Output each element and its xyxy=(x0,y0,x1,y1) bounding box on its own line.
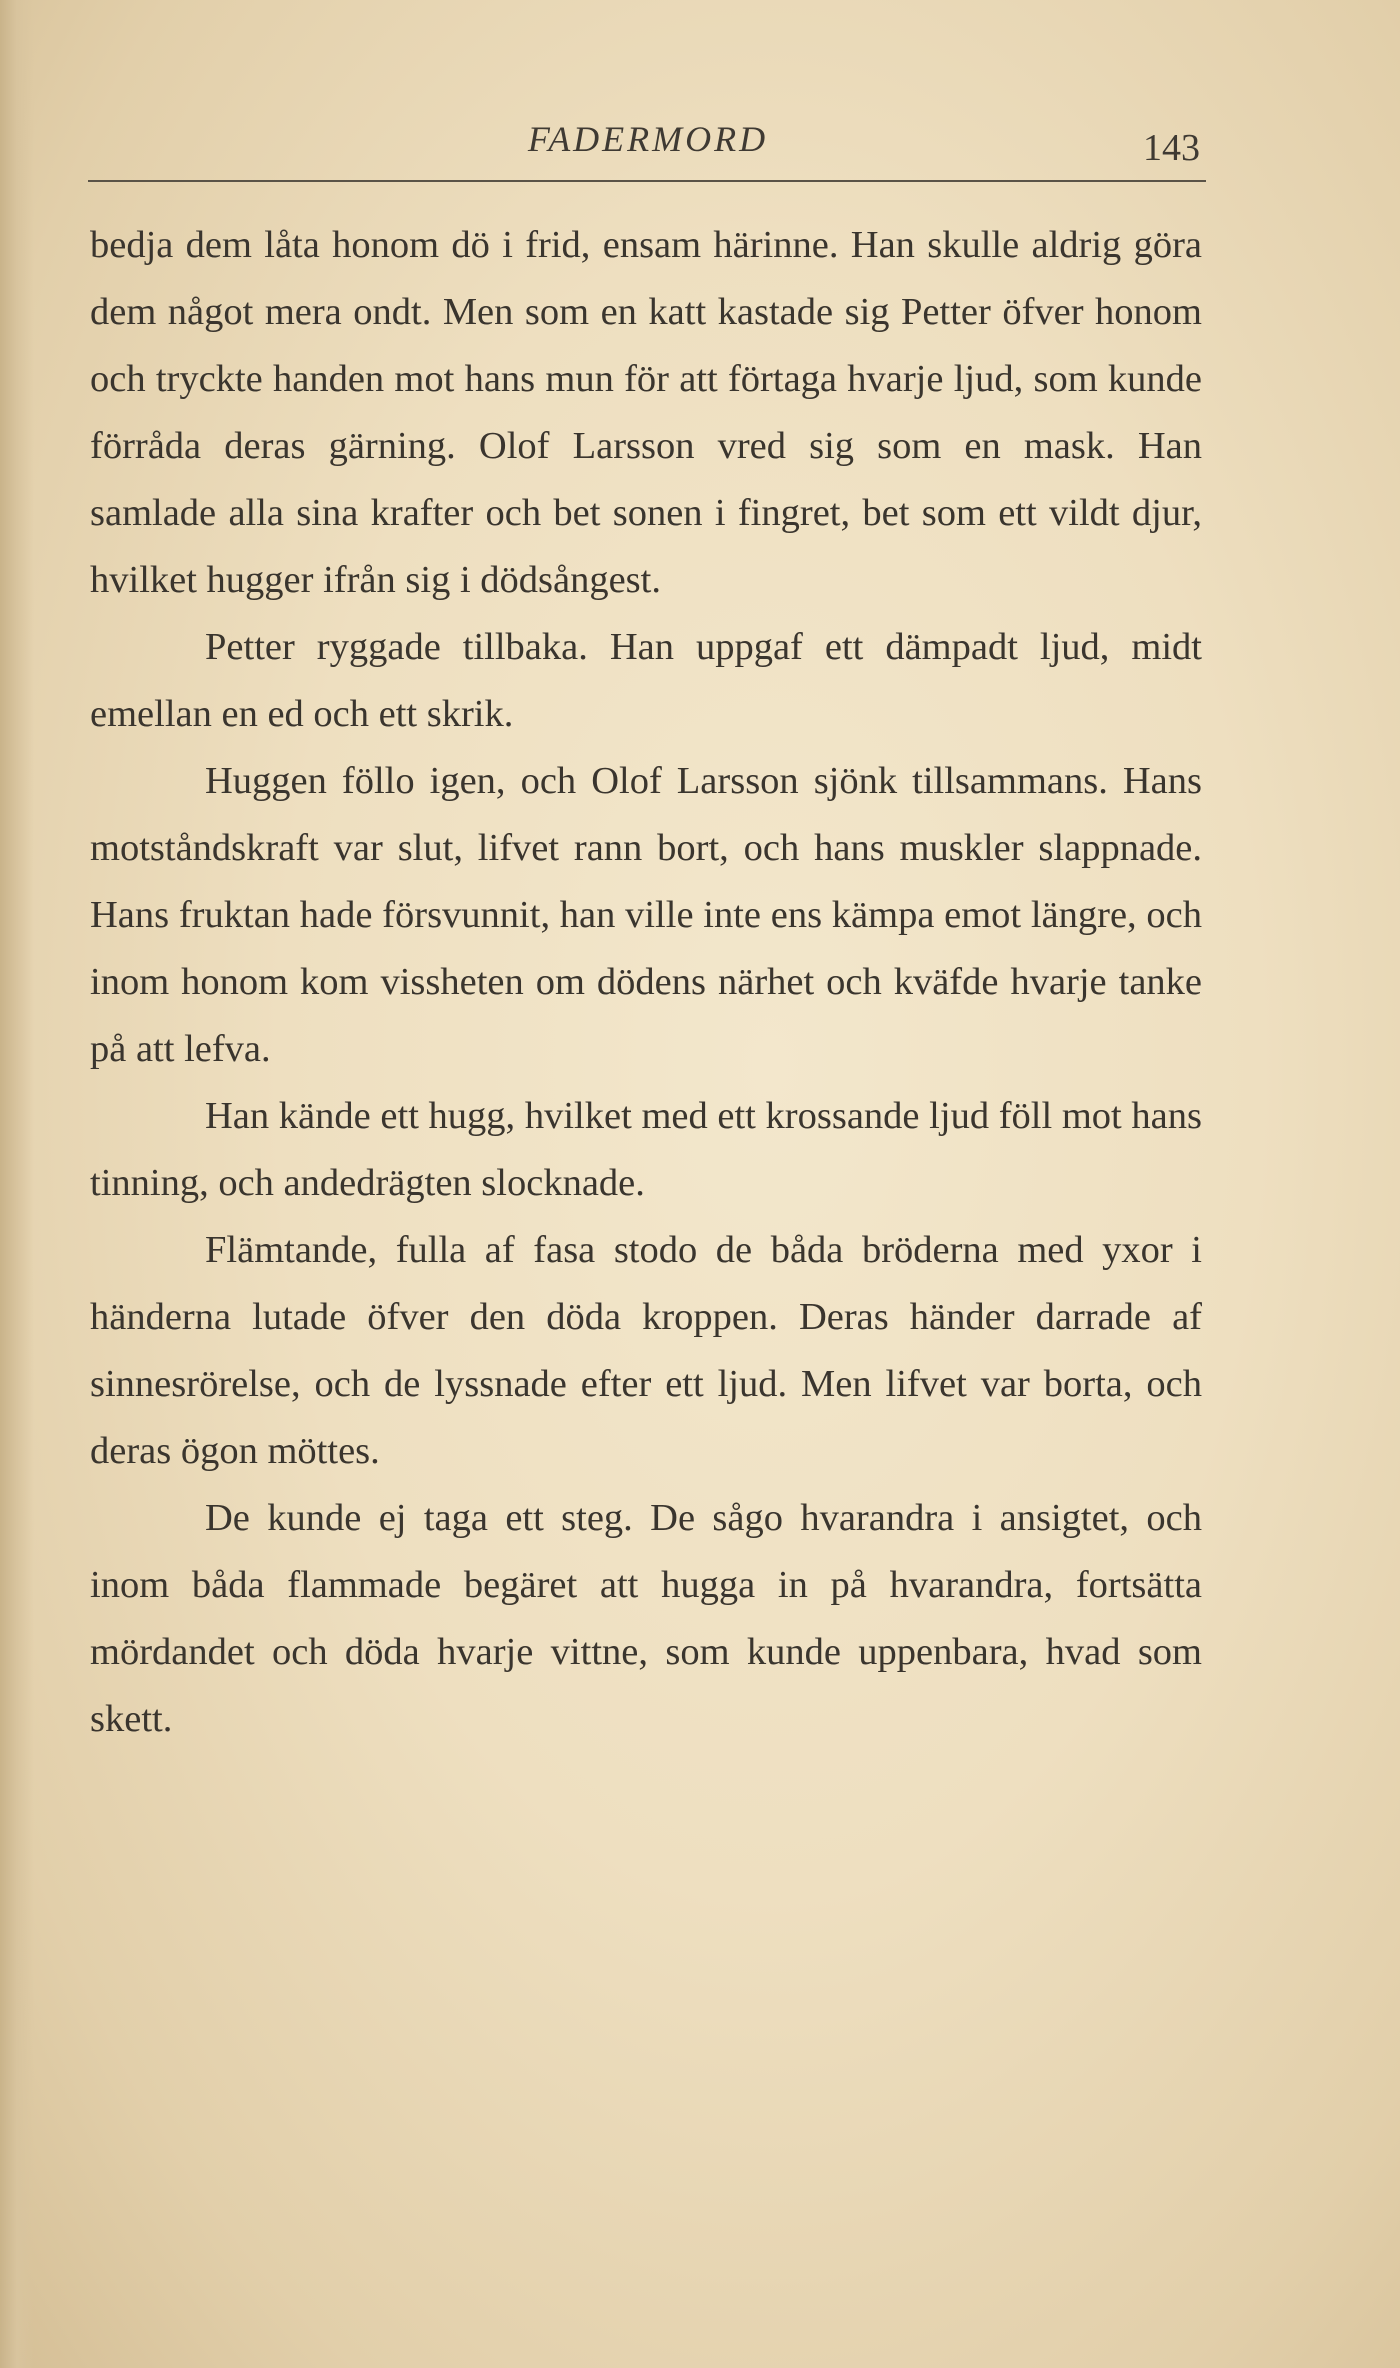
paragraph: bedja dem låta honom dö i frid, ensam härinne. Han skulle aldrig göra dem något mera ondt. Men som en katt kastade sig Petter öfver honom och tryckte handen mot hans mun för att förtaga hvarje ljud, som kunde förråda deras gärning. Olof Larsson vred sig som en mask. Han samlade alla sina krafter och bet sonen i fingret, bet som ett vildt djur, hvilket hugger ifrån sig i dödsångest. xyxy=(90,224,1202,601)
paragraph: Han kände ett hugg, hvilket med ett krossande ljud föll mot hans tinning, och andedrägten slocknade. xyxy=(90,1095,1202,1204)
paragraph: Flämtande, fulla af fasa stodo de båda bröderna med yxor i händerna lutade öfver den döda kroppen. Deras händer darrade af sinnesrörelse, och de lyssnade efter ett ljud. Men lifvet var borta, och deras ögon möttes. xyxy=(90,1229,1202,1472)
paragraph: Petter ryggade tillbaka. Han uppgaf ett dämpadt ljud, midt emellan en ed och ett skrik. xyxy=(90,626,1202,735)
paragraph: Huggen föllo igen, och Olof Larsson sjönk tillsammans. Hans motståndskraft var slut, lifvet rann bort, och hans muskler slappnade. Hans fruktan hade försvunnit, han ville inte ens kämpa emot längre, och inom honom kom vissheten om dödens närhet och kväfde hvarje tanke på att lefva. xyxy=(90,760,1202,1070)
paragraph: De kunde ej taga ett steg. De sågo hvarandra i ansigtet, och inom båda flammade begäret att hugga in på hvarandra, fortsätta mördandet och döda hvarje vittne, som kunde uppenbara, hvad som skett. xyxy=(90,1497,1202,1740)
page-number: 143 xyxy=(1143,127,1200,169)
header-rule xyxy=(88,180,1206,182)
page-header xyxy=(88,112,1208,182)
body-text xyxy=(90,212,1202,1753)
page-gutter-shadow xyxy=(0,0,34,2368)
running-title: FADERMORD xyxy=(527,119,769,159)
